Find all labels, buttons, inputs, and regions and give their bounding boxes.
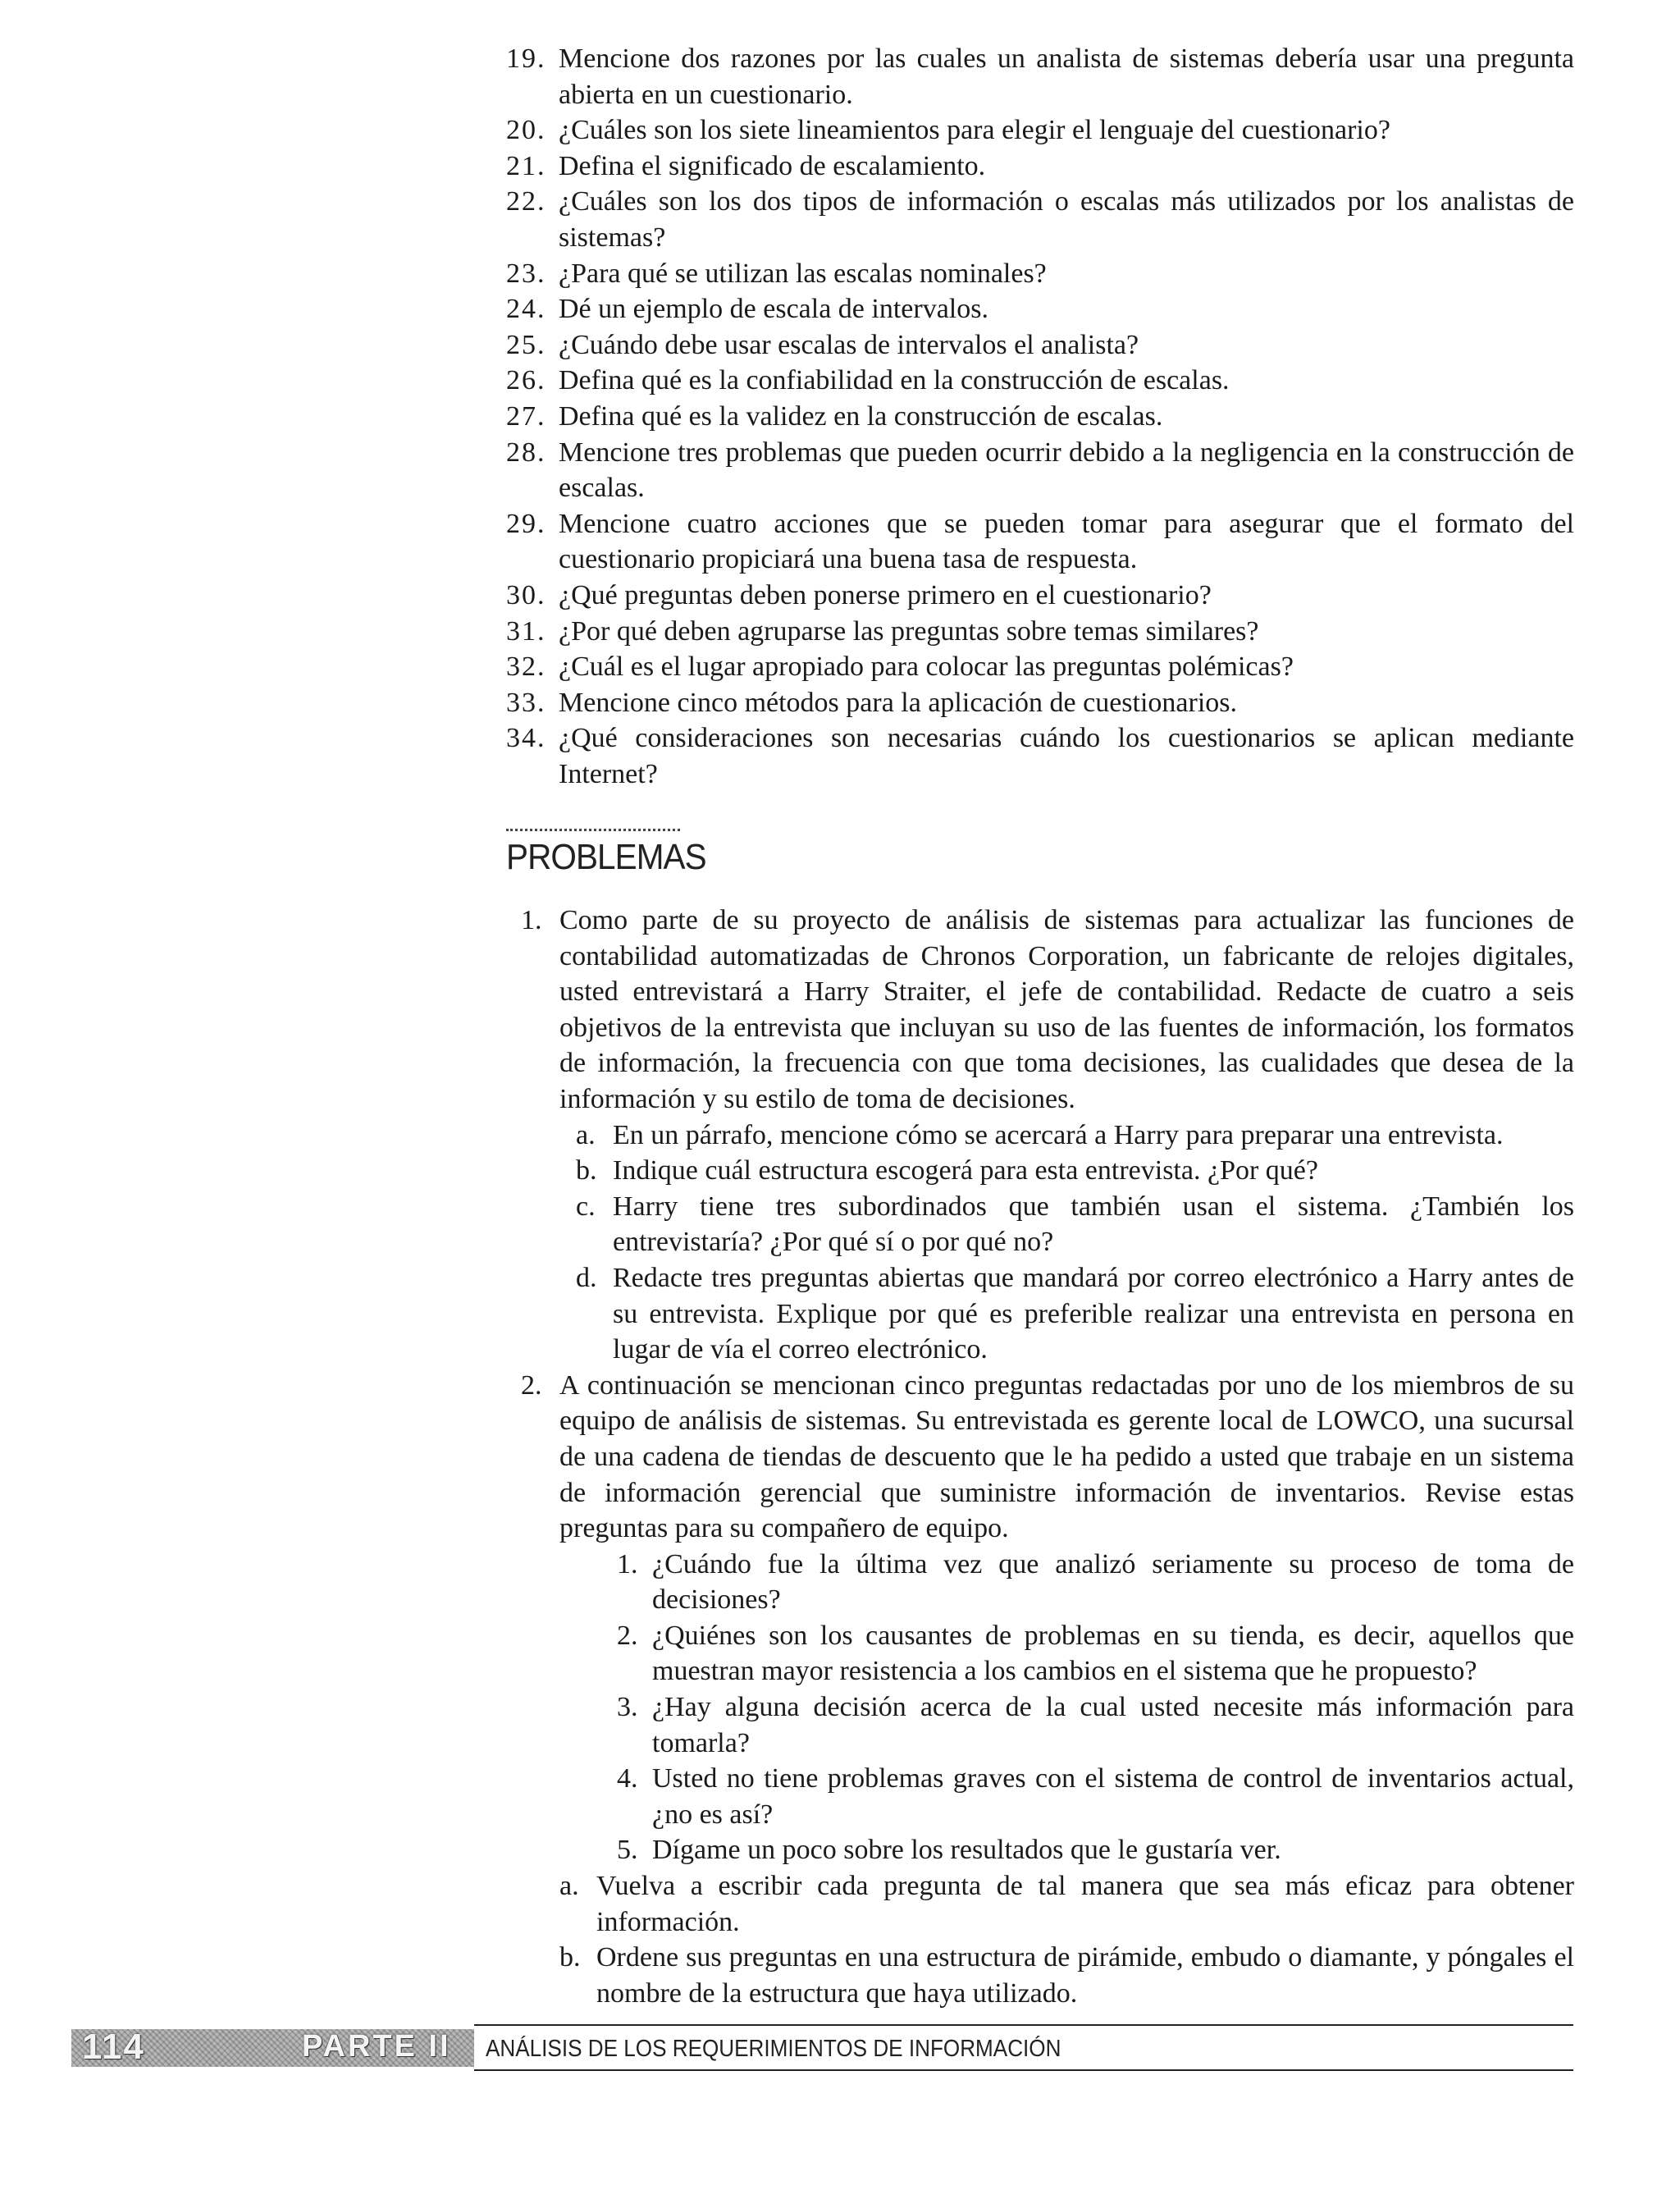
part-letter: a. bbox=[559, 1871, 579, 1902]
review-question-item bbox=[506, 685, 1574, 721]
question-number: 33. bbox=[506, 687, 546, 718]
interview-question bbox=[617, 1761, 1574, 1832]
question-text: Dígame un poco sobre los resultados que le gustaría ver. bbox=[652, 1835, 1281, 1866]
part-letter: b. bbox=[559, 1942, 581, 1973]
review-question-item bbox=[506, 399, 1574, 435]
part-letter: a. bbox=[576, 1119, 596, 1150]
question-text: ¿Qué consideraciones son necesarias cuándo los cuestionarios se aplican mediante Internet? bbox=[559, 723, 1574, 789]
review-question-item bbox=[506, 184, 1574, 255]
problem-part bbox=[559, 1189, 1574, 1260]
review-question-item bbox=[506, 112, 1574, 149]
question-text: ¿Cuándo fue la última vez que analizó seriamente su proceso de toma de decisiones? bbox=[652, 1548, 1574, 1616]
interview-question bbox=[617, 1618, 1574, 1689]
problem-text: Como parte de su proyecto de análisis de sistemas para actualizar las funciones de contabilidad automatizadas de Chronos Corporation, un fabricante de relojes digitales, usted entrevistará a Harry Straiter, el jefe de contabilidad. Redacte de cuatro a seis objetivos de la entrevista que incluyan su uso de las fuentes de información, los formatos de información, la frecuencia con que toma decisiones, las cualidades que desea de la información y su estilo de toma de decisiones. bbox=[559, 905, 1574, 1114]
problem-number: 2. bbox=[521, 1369, 542, 1401]
question-number: 30. bbox=[506, 579, 546, 610]
question-text: Defina qué es la confiabilidad en la construcción de escalas. bbox=[559, 365, 1230, 396]
review-question-item bbox=[506, 649, 1574, 685]
part-text: Indique cuál estructura escogerá para esta entrevista. ¿Por qué? bbox=[613, 1155, 1318, 1186]
part-text: Harry tiene tres subordinados que también usan el sistema. ¿También los entrevistaría? ¿Por qué sí o por qué no? bbox=[613, 1191, 1574, 1258]
page-number: 114 bbox=[82, 2027, 145, 2067]
question-text: ¿Cuándo debe usar escalas de intervalos el analista? bbox=[559, 329, 1139, 360]
review-question-item bbox=[506, 363, 1574, 399]
review-question-item bbox=[506, 149, 1574, 185]
problem-item bbox=[506, 903, 1574, 1368]
section-title: PROBLEMAS bbox=[506, 837, 706, 877]
review-question-list bbox=[506, 41, 1574, 792]
problem-part bbox=[559, 1260, 1574, 1368]
question-text: Defina el significado de escalamiento. bbox=[559, 150, 986, 181]
problem-parts bbox=[559, 1118, 1574, 1368]
interview-question bbox=[617, 1832, 1574, 1868]
interview-question bbox=[617, 1689, 1574, 1761]
question-number: 25. bbox=[506, 329, 546, 360]
review-question-item bbox=[506, 291, 1574, 327]
question-text: ¿Cuál es el lugar apropiado para colocar las preguntas polémicas? bbox=[559, 651, 1294, 683]
review-question-item bbox=[506, 435, 1574, 506]
problem-parts bbox=[559, 1868, 1574, 2011]
question-text: Mencione dos razones por las cuales un analista de sistemas debería usar una pregunta abierta en un cuestionario. bbox=[559, 43, 1574, 110]
question-text: ¿Por qué deben agruparse las preguntas sobre temas similares? bbox=[559, 615, 1259, 647]
question-text: Dé un ejemplo de escala de intervalos. bbox=[559, 294, 988, 325]
footer-rule bbox=[474, 2024, 1573, 2026]
question-number: 21. bbox=[506, 150, 546, 181]
question-number: 27. bbox=[506, 400, 546, 432]
part-letter: c. bbox=[576, 1191, 596, 1222]
section-divider bbox=[506, 829, 680, 831]
question-number: 23. bbox=[506, 258, 546, 289]
question-number: 5. bbox=[617, 1835, 638, 1866]
problem-part bbox=[543, 1868, 1574, 1940]
running-title: ANÁLISIS DE LOS REQUERIMIENTOS DE INFORMACIÓN bbox=[486, 2036, 1061, 2062]
question-number: 28. bbox=[506, 437, 546, 468]
interview-questions bbox=[559, 1547, 1574, 1868]
problem-number: 1. bbox=[521, 905, 542, 935]
interview-question bbox=[617, 1547, 1574, 1618]
question-text: ¿Qué preguntas deben ponerse primero en el cuestionario? bbox=[559, 579, 1212, 610]
problem-part bbox=[559, 1153, 1574, 1189]
part-text: Redacte tres preguntas abiertas que mandará por correo electrónico a Harry antes de su entrevista. Explique por qué es preferible realizar una entrevista en persona en lugar de vía el correo electrónico. bbox=[613, 1262, 1574, 1365]
question-number: 19. bbox=[506, 43, 546, 74]
problem-part bbox=[543, 1940, 1574, 2011]
question-text: Mencione cuatro acciones que se pueden tomar para asegurar que el formato del cuestionario propiciará una buena tasa de respuesta. bbox=[559, 508, 1574, 575]
question-number: 32. bbox=[506, 651, 546, 683]
question-text: Mencione cinco métodos para la aplicación de cuestionarios. bbox=[559, 687, 1238, 718]
question-number: 3. bbox=[617, 1692, 638, 1723]
review-question-item bbox=[506, 327, 1574, 363]
question-text: ¿Hay alguna decisión acerca de la cual usted necesite más información para tomarla? bbox=[652, 1692, 1574, 1758]
question-text: ¿Para qué se utilizan las escalas nominales? bbox=[559, 258, 1047, 289]
question-number: 29. bbox=[506, 508, 546, 539]
footer-rule bbox=[474, 2069, 1573, 2071]
question-text: Defina qué es la validez en la construcción de escalas. bbox=[559, 400, 1163, 432]
review-question-item bbox=[506, 578, 1574, 614]
question-number: 26. bbox=[506, 365, 546, 396]
question-number: 2. bbox=[617, 1620, 638, 1651]
review-question-item bbox=[506, 506, 1574, 578]
question-text: Usted no tiene problemas graves con el sistema de control de inventarios actual, ¿no es así? bbox=[652, 1763, 1574, 1830]
question-number: 22. bbox=[506, 186, 546, 217]
problems-section bbox=[506, 903, 1574, 2011]
review-question-item bbox=[506, 720, 1574, 792]
question-number: 1. bbox=[617, 1548, 638, 1579]
part-text: Ordene sus preguntas en una estructura de pirámide, embudo o diamante, y póngales el nombre de la estructura que haya utilizado. bbox=[596, 1942, 1574, 2009]
question-number: 31. bbox=[506, 615, 546, 647]
review-question-item bbox=[506, 41, 1574, 112]
question-text: ¿Quiénes son los causantes de problemas en su tienda, es decir, aquellos que muestran mayor resistencia a los cambios en el sistema que he propuesto? bbox=[652, 1620, 1574, 1687]
problem-item bbox=[506, 1368, 1574, 2012]
question-number: 20. bbox=[506, 115, 546, 146]
part-text: Vuelva a escribir cada pregunta de tal manera que sea más eficaz para obtener información. bbox=[596, 1871, 1574, 1937]
question-text: ¿Cuáles son los dos tipos de información o escalas más utilizados por los analistas de sistemas? bbox=[559, 186, 1574, 253]
part-letter: b. bbox=[576, 1155, 597, 1186]
problem-text: A continuación se mencionan cinco preguntas redactadas por uno de los miembros de su equipo de análisis de sistemas. Su entrevistada es gerente local de LOWCO, una sucursal de una cadena de tiendas de descuento que le ha pedido a usted que trabaje en un sistema de información gerencial que suministre información de inventarios. Revise estas preguntas para su compañero de equipo. bbox=[559, 1369, 1574, 1544]
question-number: 24. bbox=[506, 294, 546, 325]
question-number: 34. bbox=[506, 723, 546, 754]
part-letter: d. bbox=[576, 1262, 597, 1293]
review-question-item bbox=[506, 614, 1574, 650]
review-question-item bbox=[506, 256, 1574, 292]
part-label: PARTE II bbox=[302, 2029, 451, 2064]
question-text: ¿Cuáles son los siete lineamientos para elegir el lenguaje del cuestionario? bbox=[559, 115, 1390, 146]
review-questions bbox=[506, 41, 1574, 792]
question-number: 4. bbox=[617, 1763, 638, 1794]
problem-list bbox=[506, 903, 1574, 2011]
part-text: En un párrafo, mencione cómo se acercará a Harry para preparar una entrevista. bbox=[613, 1119, 1504, 1150]
question-text: Mencione tres problemas que pueden ocurrir debido a la negligencia en la construcción de escalas. bbox=[559, 437, 1574, 504]
problem-part bbox=[559, 1118, 1574, 1154]
